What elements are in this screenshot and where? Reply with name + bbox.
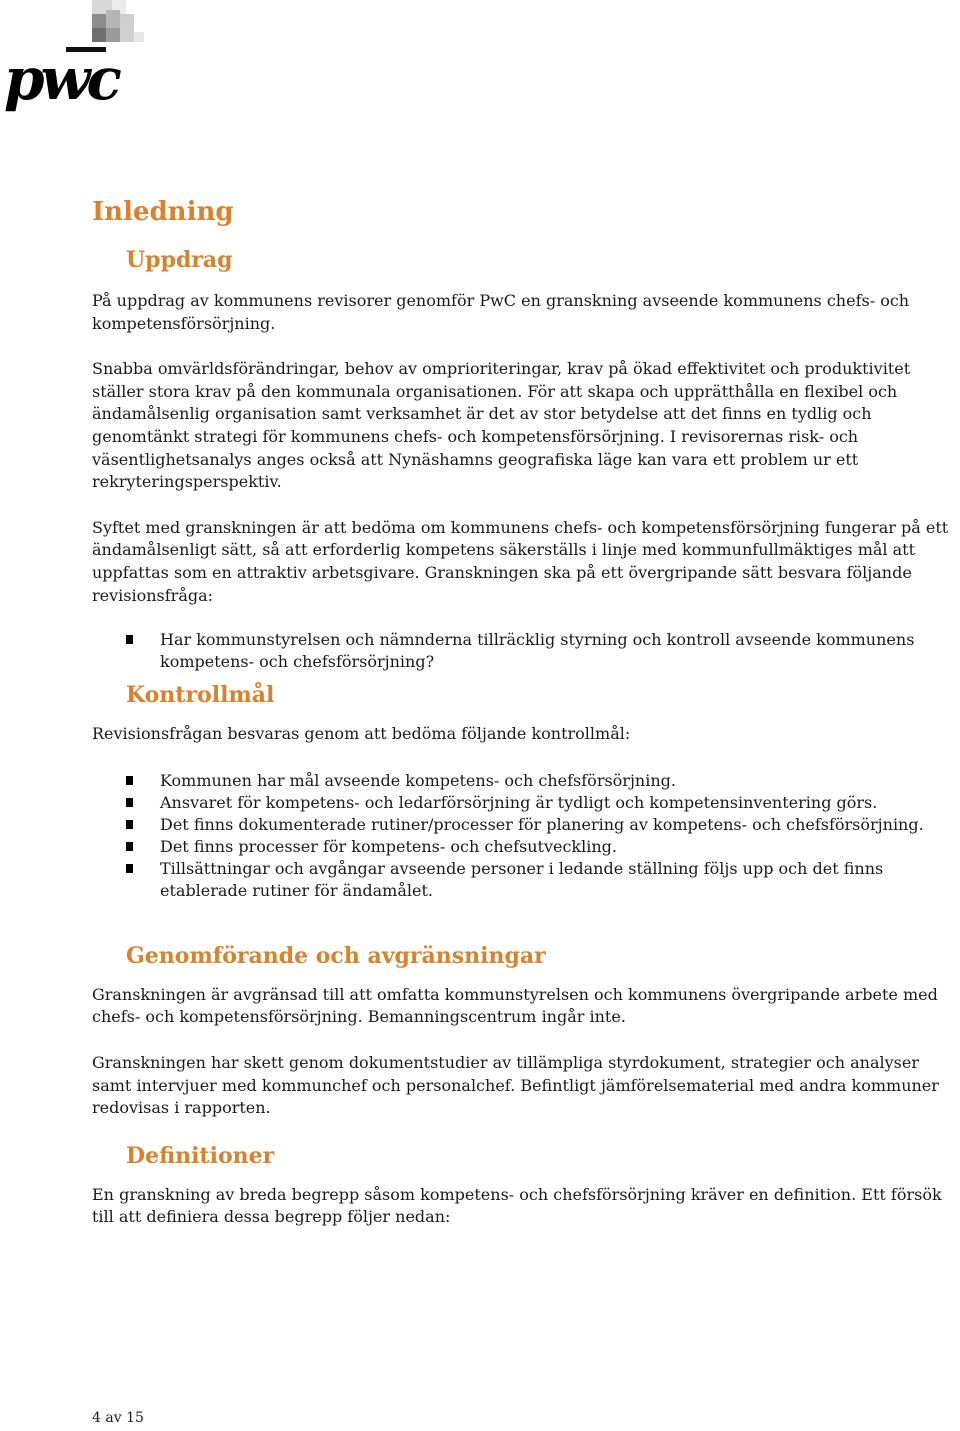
square-bullet-icon xyxy=(126,820,133,829)
kontrollmal-list xyxy=(92,770,958,902)
heading-definitioner: Definitioner xyxy=(126,1142,275,1169)
heading-genomforande: Genomförande och avgränsningar xyxy=(126,942,546,969)
list-item xyxy=(92,770,958,792)
kontrollmal-item: Kommunen har mål avseende kompetens- och chefsförsörjning. xyxy=(160,770,676,790)
revision-question: Har kommunstyrelsen och nämnderna tillräcklig styrning och kontroll avseende kommunens kompetens- och chefsförsörjning? xyxy=(160,630,915,672)
pwc-logo xyxy=(0,0,150,120)
square-bullet-icon xyxy=(126,635,133,644)
list-item xyxy=(92,836,958,858)
revision-question-list xyxy=(92,629,958,673)
heading-uppdrag: Uppdrag xyxy=(126,247,233,273)
kontrollmal-intro: Revisionsfrågan besvaras genom att bedöma följande kontrollmål: xyxy=(92,724,631,744)
page-number: 4 av 15 xyxy=(92,1410,144,1426)
uppdrag-paragraph-3: Syftet med granskningen är att bedöma om kommunens chefs- och kompetensförsörjning fungerar på ett ändamålsenligt sätt, så att erforderlig kompetens säkerställs i linje med kommunfullmäktiges mål att uppfattas som en attraktiv arbetsgivare. Granskningen ska på ett övergripande sätt besvara följande revisionsfråga: xyxy=(92,517,949,605)
list-item xyxy=(92,858,958,902)
logo-wordmark: pwc xyxy=(4,45,118,113)
kontrollmal-item: Tillsättningar och avgångar avseende personer i ledande ställning följs upp och det finns etablerade rutiner för ändamålet. xyxy=(160,858,884,900)
genomforande-paragraph-2: Granskningen har skett genom dokumentstudier av tillämpliga styrdokument, strategier och analyser samt intervjuer med kommunchef och personalchef. Befintligt jämförelsematerial med andra kommuner redovisas i rapporten. xyxy=(92,1052,939,1118)
uppdrag-paragraph-1: På uppdrag av kommunens revisorer genomför PwC en granskning avseende kommunens chefs- och kompetensförsörjning. xyxy=(92,291,910,333)
list-item xyxy=(92,629,958,673)
kontrollmal-item: Ansvaret för kompetens- och ledarförsörjning är tydligt och kompetensinventering görs. xyxy=(160,792,878,812)
genomforande-paragraph-1: Granskningen är avgränsad till att omfatta kommunstyrelsen och kommunens övergripande arbete med chefs- och kompetensförsörjning. Bemanningscentrum ingår inte. xyxy=(92,984,938,1027)
document-body xyxy=(92,196,958,1229)
square-bullet-icon xyxy=(126,798,133,807)
kontrollmal-item: Det finns processer för kompetens- och chefsutveckling. xyxy=(160,836,617,856)
list-item xyxy=(92,814,958,836)
list-item xyxy=(92,792,958,814)
square-bullet-icon xyxy=(126,842,133,851)
definitioner-paragraph: En granskning av breda begrepp såsom kompetens- och chefsförsörjning kräver en definition. Ett försök till att definiera dessa begrepp följer nedan: xyxy=(92,1184,942,1227)
uppdrag-paragraph-2: Snabba omvärldsförändringar, behov av omprioriteringar, krav på ökad effektivitet och produktivitet ställer stora krav på den kommunala organisationen. För att skapa och upprätthålla en flexibel och ändamålsenlig organisation samt verksamhet är det av stor betydelse att det finns en tydlig och genomtänkt strategi för kommunens chefs- och kompetensförsörjning. I revisorernas risk- och väsentlighetsanalys anges också att Nynäshamns geografiska läge kan vara ett problem ur ett rekryteringsperspektiv. xyxy=(92,359,911,492)
heading-kontrollmal: Kontrollmål xyxy=(126,682,275,709)
square-bullet-icon xyxy=(126,864,133,873)
kontrollmal-item: Det finns dokumenterade rutiner/processer för planering av kompetens- och chefsförsörjning. xyxy=(160,814,924,834)
heading-inledning: Inledning xyxy=(92,197,234,227)
square-bullet-icon xyxy=(126,776,133,785)
